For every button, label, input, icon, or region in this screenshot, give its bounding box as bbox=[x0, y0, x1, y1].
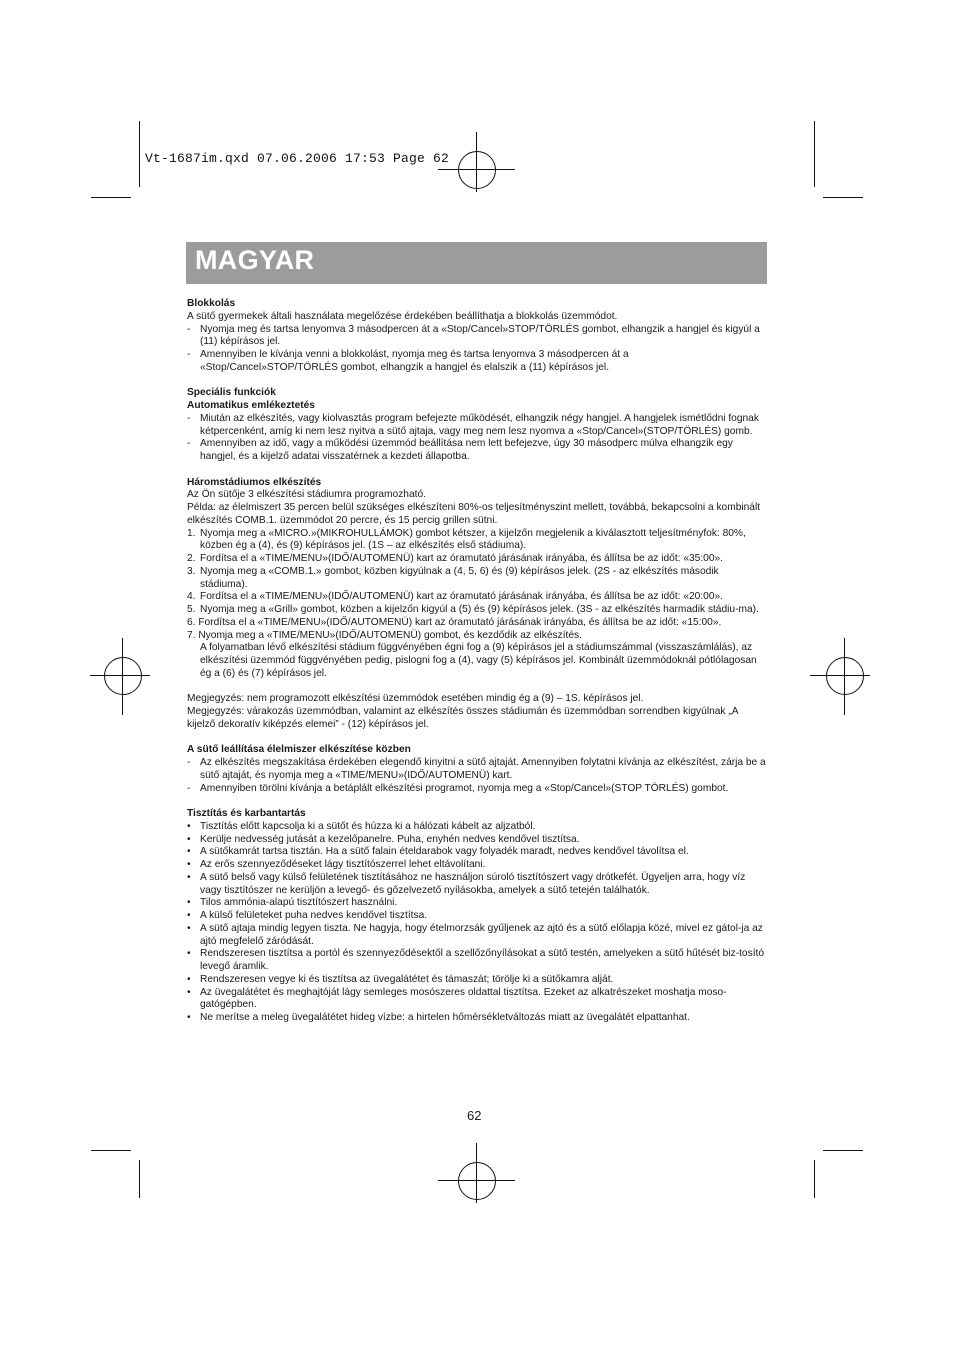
page-title: MAGYAR bbox=[195, 245, 315, 275]
list-item: • Tilos ammónia-alapú tisztítószert használni. bbox=[187, 897, 398, 909]
list-item: 2. Fordítsa el a «TIME/MENU»(IDŐ/AUTOMENÜ) kart az óramutató járásának irányába, és állítsa be az időt: «35:00». bbox=[187, 553, 723, 564]
print-slug: Vt-1687im.qxd 07.06.2006 17:53 Page 62 bbox=[145, 151, 450, 166]
list-item: 1. Nyomja meg a «MICRO.»(MIKROHULLÁMOK) gombot kétszer, a kijelzőn megjelenik a kiválasztott teljesítményfok: 80%, közben ég a (4), és (9) képírásos jel. (1S – az elkészítés első stádiuma). bbox=[187, 527, 746, 552]
section-heading-tisztitas: Tisztítás és karbantartás bbox=[187, 808, 306, 819]
step-7-note: A folyamatban lévő elkészítési stádium függvényében égni fog a (9) képírásos jel a stádiumszámmal (visszaszámlálás), az elkészítési üzemmód függvényében pedig, pislogni fog a (4), vagy (5) képírásos jel. Kombinált üzemmódoknál pótlólagosan ég a (6) és (7) képírásos jel. bbox=[200, 642, 757, 679]
list-item: 3. Nyomja meg a «COMB.1.» gombot, közben kigyúlnak a (4, 5, 6) és (9) képírásos jelek. (2S - az elkészítés második stádiuma). bbox=[187, 565, 719, 590]
section-heading-haromstadium: Háromstádiumos elkészítés bbox=[187, 476, 322, 488]
list-item: - Amennyiben le kívánja venni a blokkolást, nyomja meg és tartsa lenyomva 3 másodpercen át a «Stop/Cancel»STOP/TÖRLÉS gombot, elhangzik a hangjel és elalszik a (11) képírásos jel. bbox=[187, 349, 629, 373]
list-item: • Rendszeresen vegye ki és tisztítsa az üvegalátétet és támaszát; törölje ki a sütőkamra alját. bbox=[187, 973, 614, 985]
section-heading-leallitas: A sütő leállítása élelmiszer elkészítése közben bbox=[187, 744, 411, 756]
list-item: • A sütő ajtaja mindig legyen tiszta. Ne hagyja, hogy ételmorzsák gyűljenek az ajtó és a sütő előlapja közé, mivel ez gátol-ja az ajtó megfelelő záródását. bbox=[187, 922, 763, 947]
list-item: • Az erős szennyeződéseket lágy tisztítószerrel lehet eltávolítani. bbox=[187, 859, 486, 870]
list-item: 4. Fordítsa el a «TIME/MENU»(IDŐ/AUTOMENÜ) kart az óramutató járásának irányába, és állítsa be az időt: «20:00». bbox=[187, 591, 723, 603]
step-7: 7. Nyomja meg a «TIME/MENU»(IDŐ/AUTOMENÜ) gombot, és kezdődik az elkészítés. bbox=[187, 629, 582, 641]
list-item: • Kerülje nedvesség jutását a kezelőpanelre. Puha, enyhén nedves kendővel tisztítsa. bbox=[187, 833, 580, 845]
list-item: • A külső felületeket puha nedves kendővel tisztítsa. bbox=[187, 910, 428, 921]
note-1: Megjegyzés: nem programozott elkészítési üzemmódok esetében mindig ég a (9) – 1S. képírásos jel. bbox=[187, 693, 644, 705]
list-item: • Rendszeresen tisztítsa a portól és szennyeződésektől a szellőzőnyílásokat a sütő testén, amelyeken a sütő hűtését biz-tosító levegő áramlik. bbox=[187, 948, 765, 972]
blokkolas-intro: A sütő gyermekek általi használata megelőzése érdekében beállíthatja a blokkolás üzemmódot. bbox=[187, 310, 618, 322]
section-heading-blokkolas: Blokkolás bbox=[187, 298, 236, 309]
list-item: - Amennyiben az idő, vagy a működési üzemmód beállítása nem lett befejezve, úgy 30 másodperc múlva elhangzik egy hangjel, és a kijelző adatai visszatérnek a kezdeti állapotba. bbox=[187, 438, 733, 462]
main-content bbox=[187, 298, 767, 1025]
haromstadium-intro-2: Példa: az élelmiszert 35 percen belül szükséges elkészíteni 80%-os teljesítményszint mellett, továbbá, bekapcsolni a kombinált elkészítés COMB.1. üzemmódot 20 percre, és 15 percig grillen sütni. bbox=[187, 502, 761, 526]
step-6: 6. Fordítsa el a «TIME/MENU»(IDŐ/AUTOMENÜ) kart az óramutató járásának irányába, és állítsa be az időt: «15:00». bbox=[187, 616, 722, 628]
list-item: - Az elkészítés megszakítása érdekében elegendő kinyitni a sütő ajtaját. Amennyiben folytatni kívánja az elkészítést, zárja be a sütő ajtaját, és nyomja meg a «TIME/MENU»(IDŐ/AUTOMENÜ) kart. bbox=[187, 757, 766, 781]
subheading-automatikus: Automatikus emlékeztetés bbox=[187, 400, 315, 411]
list-item: • Az üvegalátétet és meghajtóját lágy semleges mosószeres oldattal tisztítsa. Ezeket az alkatrészeket moshatja moso-gatógépben. bbox=[187, 986, 727, 1011]
list-item: • A sütőkamrát tartsa tisztán. Ha a sütő falain ételdarabok vagy folyadék maradt, nedves kendővel távolítsa el. bbox=[187, 846, 689, 858]
list-item: - Nyomja meg és tartsa lenyomva 3 másodpercen át a «Stop/Cancel»STOP/TÖRLÉS gombot, elhangzik a hangjel és kigyúl a (11) képírásos jel. bbox=[187, 323, 760, 348]
list-item: • A sütő belső vagy külső felületének tisztításához ne használjon súroló tisztítószert vagy drótkefét. Ügyeljen arra, hogy víz vagy tisztítószer ne kerüljön a levegő- és gőzelvezető nyílásokba, amelyek a sütő tetején találhatók. bbox=[187, 871, 746, 896]
note-2: Megjegyzés: várakozás üzemmódban, valamint az elkészítés összes stádiumán és üzemmódban sorrendben kigyúlnak „A kijelző dekoratív kiképzés elemei” - (12) képírásos jel. bbox=[187, 706, 738, 730]
list-item: - Amennyiben törölni kívánja a betáplált elkészítési programot, nyomja meg a «Stop/Cancel»(STOP TÖRLÉS) gombot. bbox=[187, 782, 729, 794]
list-item: 5. Nyomja meg a «Grill» gombot, közben a kijelzőn kigyúl a (5) és (9) képírásos jelek. (3S - az elkészítés harmadik stádiu-ma). bbox=[187, 604, 759, 615]
list-item: • Ne merítse a meleg üvegalátétet hideg vízbe: a hirtelen hőmérsékletváltozás miatt az üvegalátét elpattanhat. bbox=[187, 1012, 690, 1023]
list-item: - Miután az elkészítés, vagy kiolvasztás program befejezte működését, elhangzik négy hangjel. A hangjelek ismétlődni fognak kétpercenként, amíg ki nem lesz nyitva a sütő ajtaja, vagy meg nem lesz nyomva a «Stop/Cancel»(STOP/TÖRLÉS) gomb. bbox=[187, 412, 759, 437]
section-heading-specialis: Speciális funkciók bbox=[187, 387, 276, 399]
haromstadium-intro-1: Az Ön sütője 3 elkészítési stádiumra programozható. bbox=[187, 489, 426, 501]
list-item: • Tisztítás előtt kapcsolja ki a sütőt és húzza ki a hálózati kábelt az aljzatból. bbox=[187, 820, 536, 832]
page-number: 62 bbox=[467, 1108, 482, 1123]
title-banner bbox=[186, 242, 767, 284]
